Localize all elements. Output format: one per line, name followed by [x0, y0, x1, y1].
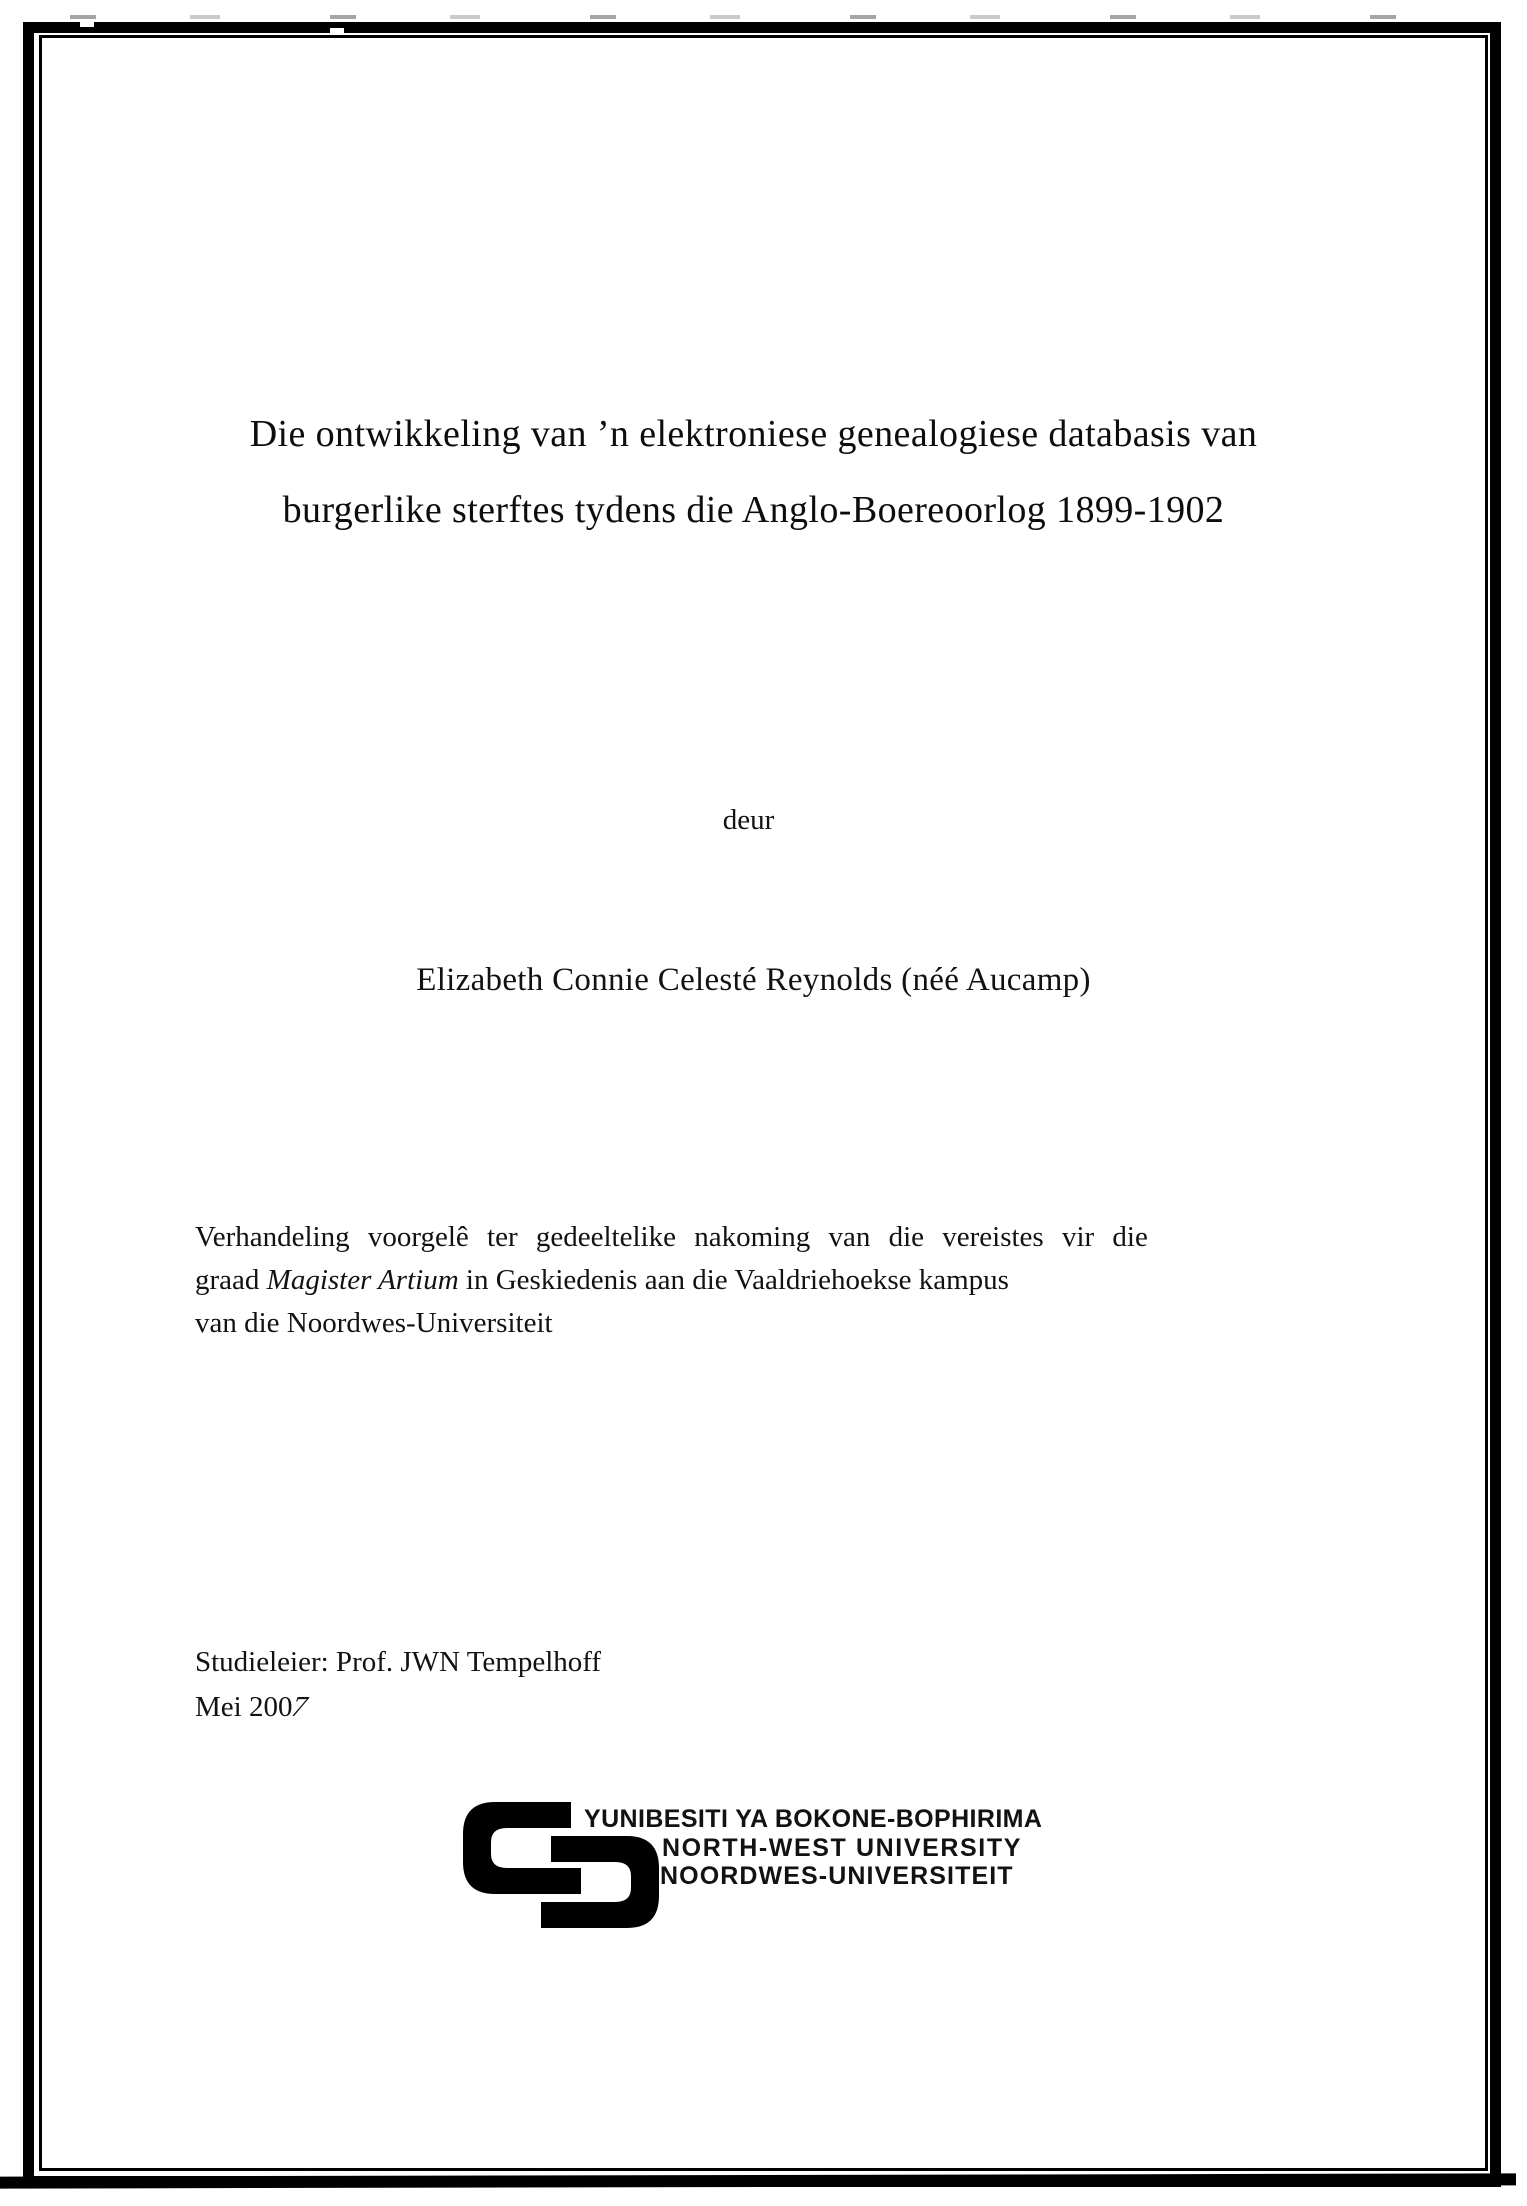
- byline: deur: [722, 804, 775, 836]
- degree-name: Magister Artium: [266, 1264, 459, 1296]
- date-line: [195, 1685, 601, 1730]
- degree-declaration: [195, 1216, 1337, 1345]
- scan-artifact: [330, 28, 344, 33]
- logo-text-afrikaans: NOORDWES-UNIVERSITEIT: [660, 1862, 1014, 1890]
- declaration-line2: [195, 1259, 1337, 1302]
- declaration-line2-pre: graad: [195, 1264, 267, 1296]
- author-name: Elizabeth Connie Celesté Reynolds (néé Aucamp): [416, 962, 1091, 998]
- logo-text-english: NORTH-WEST UNIVERSITY: [662, 1834, 1022, 1862]
- supervisor-block: [195, 1640, 601, 1730]
- logo-text-setswana: YUNIBESITI YA BOKONE-BOPHIRIMA: [584, 1805, 1043, 1833]
- declaration-line1: Verhandeling voorgelê ter gedeeltelike nakoming van die vereistes vir die: [195, 1221, 1148, 1253]
- date-last-digit: 7: [286, 1691, 313, 1723]
- date-prefix: Mei 200: [195, 1691, 293, 1723]
- scan-artifact: [80, 22, 94, 27]
- declaration-line2-post: in Geskiedenis aan die Vaaldriehoekse kampus: [458, 1264, 1009, 1296]
- thesis-title: [120, 396, 1387, 548]
- scan-artifact: [70, 15, 1437, 19]
- supervisor-line: Studieleier: Prof. JWN Tempelhoff: [195, 1646, 602, 1678]
- declaration-line3: van die Noordwes-Universiteit: [195, 1307, 553, 1339]
- thesis-title-line1: Die ontwikkeling van ’n elektroniese genealogiese databasis van: [249, 413, 1258, 455]
- thesis-title-line2: burgerlike sterftes tydens die Anglo-Boereoorlog 1899-1902: [282, 489, 1225, 531]
